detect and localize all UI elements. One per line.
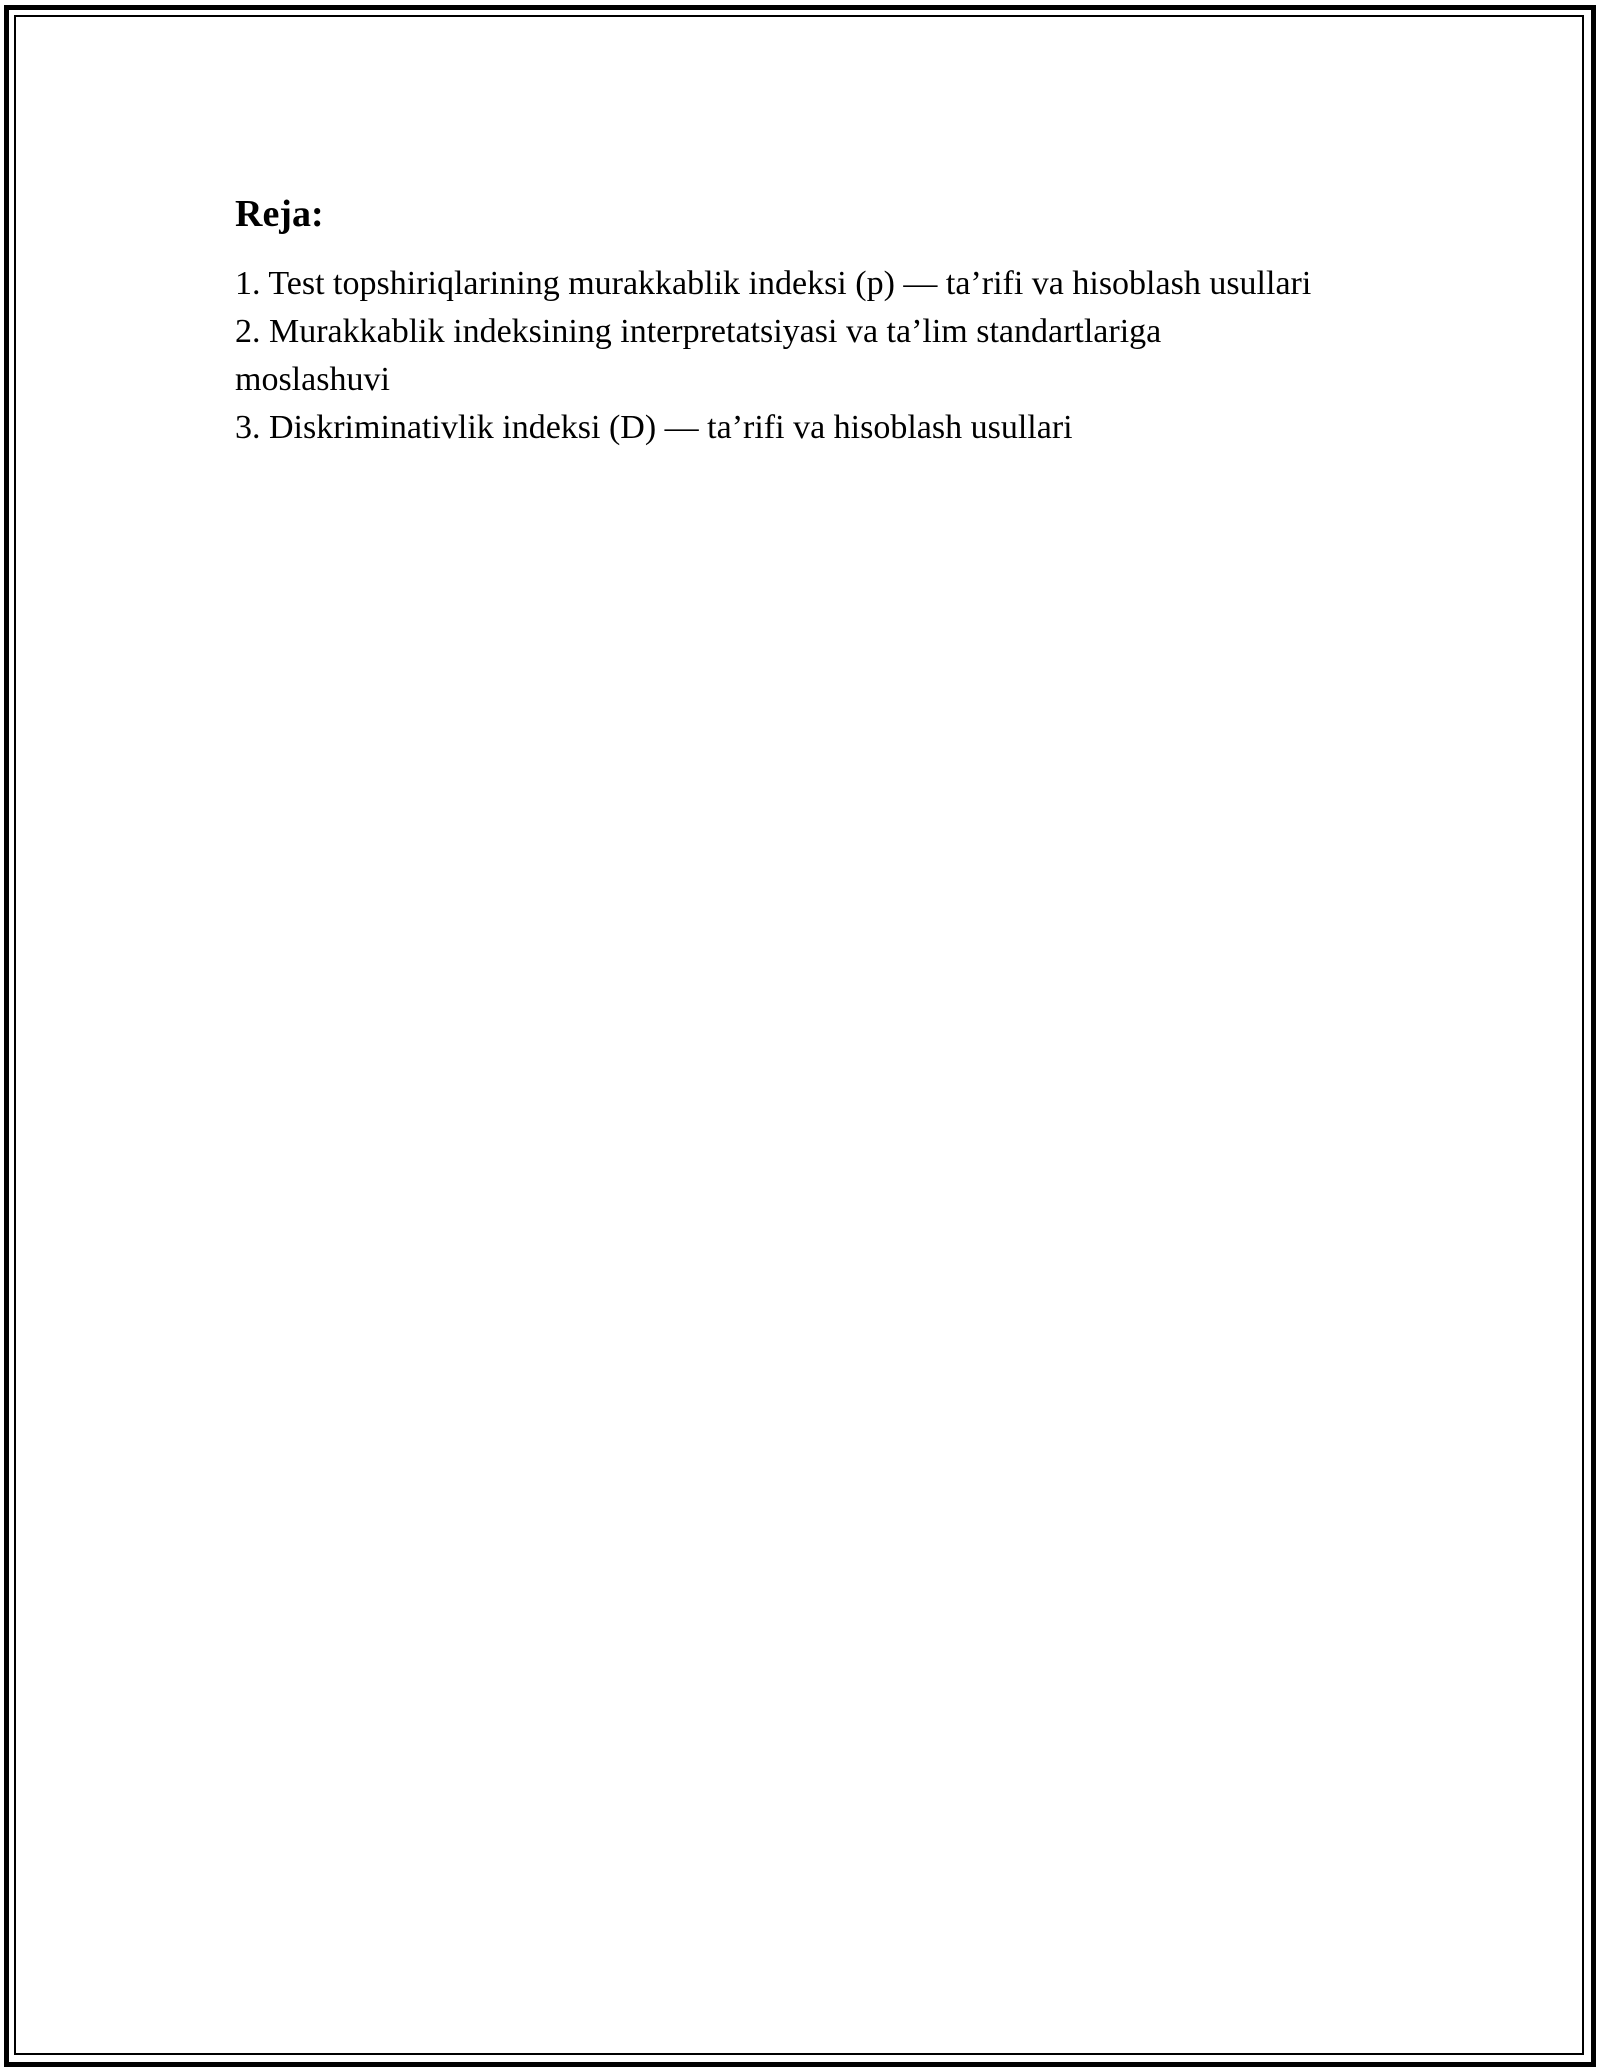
plan-list: [235, 260, 1335, 452]
plan-item-2: 2. Murakkablik indeksining interpretatsiyasi va ta’lim standartlariga moslashuvi: [235, 313, 1162, 398]
plan-item-1: 1. Test topshiriqlarining murakkablik indeksi (p) — ta’rifi va hisoblash usullari: [235, 265, 1312, 302]
document-body: [235, 186, 1335, 452]
plan-item-3: 3. Diskriminativlik indeksi (D) — ta’rifi va hisoblash usullari: [235, 409, 1073, 446]
plan-heading: Reja:: [235, 193, 324, 235]
